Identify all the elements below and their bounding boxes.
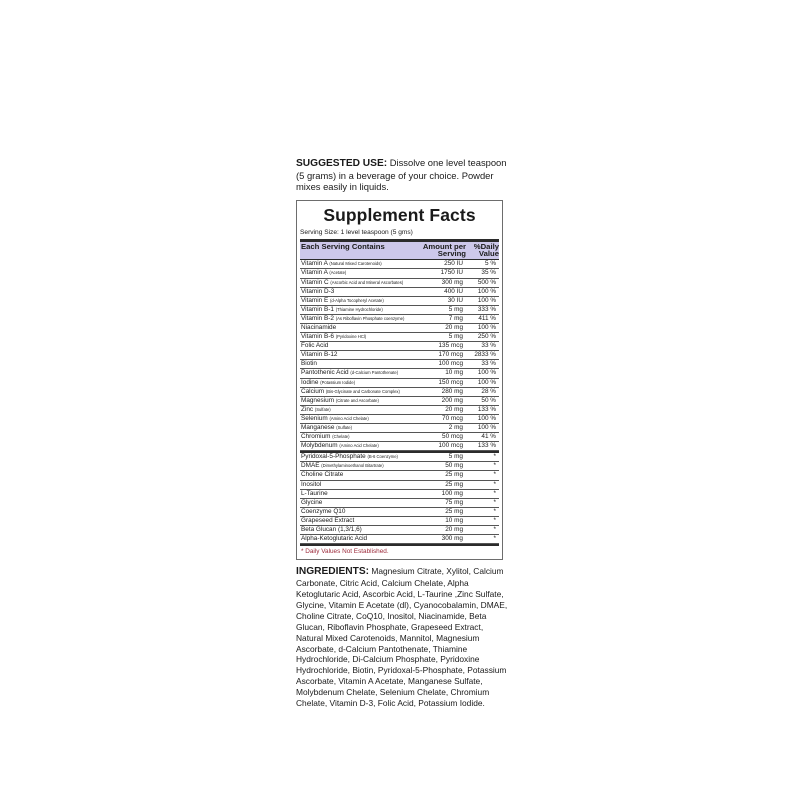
nutrient-source: (Dimethylaminoethanol Bitartrate) (321, 463, 384, 469)
nutrient-name (301, 481, 408, 489)
nutrient-amount: 25 mg (445, 480, 463, 488)
nutrient-daily-value: 100 % (477, 378, 496, 386)
table-row (300, 453, 499, 462)
nutrient-daily-value: 411 % (478, 314, 496, 322)
nutrient-name (301, 379, 408, 387)
nutrient-source: (Potassium Iodide) (320, 379, 356, 385)
table-row (300, 424, 499, 433)
nutrient-label: Biotin (301, 360, 317, 368)
table-row (300, 499, 499, 508)
nutrient-daily-value: 33 % (481, 342, 496, 350)
table-row (300, 433, 499, 442)
nutrient-amount: 25 mg (445, 471, 463, 479)
other-ingredient-rows (300, 451, 499, 544)
nutrient-label: Folic Acid (301, 342, 329, 350)
nutrient-amount: 50 mcg (442, 433, 463, 441)
nutrient-daily-value: * (493, 462, 496, 470)
nutrient-amount: 75 mg (445, 498, 463, 506)
nutrient-label: Vitamin B-6 (301, 333, 334, 341)
nutrient-daily-value: * (493, 498, 496, 506)
table-row (300, 369, 499, 378)
supplement-facts-panel (296, 200, 503, 561)
nutrient-daily-value: * (493, 516, 496, 524)
nutrient-source: (Pyridoxine HCl) (335, 334, 367, 340)
table-row (300, 342, 499, 351)
nutrient-label: Glycine (301, 498, 323, 506)
nutrient-amount: 25 mg (445, 507, 463, 515)
nutrient-amount: 5 mg (448, 305, 463, 313)
ingredients-text: Magnesium Citrate, Xylitol, Calcium Carbonate, Citric Acid, Calcium Chelate, Alpha Ketoglutaric Acid, Ascorbic Acid, L-Taurine ,Zinc Sulfate, Glycine, Vitamin E Acetate (dl), Cyanocobalamin, DMAE, Choline Citrate, CoQ10, Inositol, Niacinamide, Beta Glucan, Riboflavin Phosphate, Grapeseed Extract, Natural Mixed Carotenoids, Mannitol, Magnesium Ascorbate, d-Calcium Pantothenate, Thiamine Hydrochloride, Di-Calcium Phosphate, Pyridoxine Hydrochloride, Biotin, Pyridoxal-5-Phosphate, Potassium Ascorbate, Vitamin A Acetate, Manganese Sulfate, Molybdenum Chelate, Selenium Chelate, Chromium Chelate, Vitamin D-3, Folic Acid, Potassium Iodide. (296, 566, 508, 709)
nutrient-amount: 50 mg (445, 462, 463, 470)
nutrient-name (301, 406, 408, 414)
nutrient-label: Vitamin A (301, 269, 328, 277)
facts-title: Supplement Facts (323, 204, 476, 225)
nutrient-name (301, 471, 408, 479)
nutrient-source: (d-Alpha Tocopheryl Acetate) (330, 297, 384, 303)
nutrient-name (301, 297, 408, 305)
table-row (300, 315, 499, 324)
table-row (300, 442, 499, 451)
nutrient-name (301, 424, 408, 432)
nutrient-amount: 20 mg (445, 405, 463, 413)
nutrient-name (301, 526, 408, 534)
table-row (300, 333, 499, 342)
nutrient-amount: 20 mg (445, 526, 463, 534)
nutrient-label: Manganese (301, 424, 335, 431)
nutrient-daily-value: 100 % (477, 424, 496, 431)
nutrient-daily-value: 33 % (481, 360, 496, 368)
nutrient-daily-value: 250 % (477, 333, 496, 341)
table-row (300, 397, 499, 406)
nutrient-name (301, 499, 408, 507)
nutrient-amount: 300 mg (441, 278, 463, 286)
nutrient-daily-value: * (493, 535, 496, 543)
nutrient-daily-value: * (493, 471, 496, 479)
nutrient-daily-value: 100 % (477, 369, 496, 377)
nutrient-name (301, 369, 408, 377)
nutrient-label: Vitamin B-12 (301, 351, 338, 359)
nutrient-amount: 200 mg (441, 396, 463, 404)
nutrient-daily-value: * (493, 489, 496, 497)
nutrient-label: Molybdenum (301, 442, 338, 450)
daily-value-footnote: * Daily Values Not Established. (300, 544, 499, 555)
nutrient-label: Vitamin D-3 (301, 287, 335, 295)
table-row (300, 260, 499, 269)
nutrient-name (301, 517, 408, 525)
nutrient-name (301, 388, 408, 396)
nutrient-daily-value: * (493, 507, 496, 515)
nutrient-label: L-Taurine (301, 489, 328, 497)
nutrient-daily-value: 133 % (477, 405, 496, 413)
nutrient-source: (Sulfate) (336, 425, 353, 430)
nutrient-label: Coenzyme Q10 (301, 507, 346, 515)
nutrient-label: Zinc (301, 405, 314, 413)
nutrient-source: (d-Calcium Pantothenate) (350, 370, 399, 376)
nutrient-name (301, 333, 408, 341)
nutrient-name (301, 433, 408, 441)
nutrient-label: Grapeseed Extract (301, 516, 355, 524)
table-row (300, 490, 499, 499)
ingredients-heading: INGREDIENTS: (296, 566, 370, 578)
table-row (300, 279, 499, 288)
nutrient-label: Calcium (301, 387, 325, 395)
nutrient-source: (Citrate and Ascorbate) (335, 397, 379, 403)
nutrient-name (301, 351, 408, 359)
nutrient-amount: 5 mg (448, 333, 463, 341)
nutrient-name (301, 535, 408, 543)
nutrient-source: (Chelate) (332, 434, 350, 440)
nutrient-source: (Bis-Glycinate and Carbonate Complex) (325, 388, 400, 394)
nutrient-amount: 100 mcg (438, 360, 463, 368)
header-amount: Amount per Serving (422, 241, 466, 259)
nutrient-amount: 400 IU (444, 287, 463, 295)
nutrient-amount: 2 mg (448, 424, 463, 431)
nutrient-amount: 7 mg (448, 314, 463, 322)
nutrient-label: Chromium (301, 433, 331, 441)
nutrient-name (301, 260, 408, 268)
nutrient-amount: 5 mg (448, 453, 463, 461)
nutrient-source: (Ascorbic Acid and Mineral Ascorbates) (330, 279, 404, 285)
header-daily-value: %Daily Value (473, 241, 499, 259)
nutrient-label: Vitamin C (301, 278, 329, 286)
nutrient-daily-value: 50 % (481, 396, 496, 404)
nutrient-daily-value: 5 % (484, 260, 496, 268)
nutrient-name (301, 342, 408, 350)
nutrient-daily-value: * (493, 526, 496, 534)
nutrient-source: (Amino Acid Chelate) (329, 415, 369, 421)
nutrient-source: (As Riboflavin Phosphate coenzyme) (335, 315, 405, 321)
nutrient-daily-value: 500 % (477, 278, 496, 286)
nutrient-label: Vitamin B-2 (301, 314, 334, 322)
nutrient-name (301, 490, 408, 498)
nutrient-name (301, 269, 408, 277)
nutrient-amount: 280 mg (441, 387, 463, 395)
ingredients-list (296, 566, 511, 709)
nutrient-name (301, 306, 408, 314)
nutrient-source: (B-6 Coenzyme) (367, 454, 398, 460)
nutrient-amount: 250 IU (444, 260, 463, 268)
nutrient-label: Vitamin E (301, 296, 329, 304)
nutrient-name (301, 288, 408, 296)
table-row (300, 269, 499, 278)
table-row (300, 351, 499, 360)
nutrient-daily-value: 35 % (481, 269, 496, 277)
nutrient-label: Choline Citrate (301, 471, 344, 479)
table-row (300, 379, 499, 388)
table-row (300, 462, 499, 471)
nutrient-amount: 150 mcg (438, 378, 463, 386)
nutrient-label: Niacinamide (301, 323, 337, 331)
table-row (300, 526, 499, 535)
nutrient-daily-value: 333 % (477, 305, 496, 313)
nutrient-name (301, 360, 408, 368)
nutrient-label: Pyridoxal-5-Phosphate (301, 453, 366, 461)
nutrient-source: (Sulfate) (314, 406, 331, 412)
nutrient-source: (Amino Acid Chelate) (339, 443, 379, 449)
nutrient-amount: 70 mcg (442, 414, 463, 422)
suggested-use (296, 157, 511, 193)
table-row (300, 471, 499, 480)
nutrient-source: (Thiamine Hydrochloride) (335, 306, 383, 312)
nutrient-label: Iodine (301, 378, 319, 386)
nutrient-rows (300, 260, 499, 451)
nutrient-name (301, 315, 408, 323)
nutrient-daily-value: 100 % (477, 287, 496, 295)
nutrient-label: Magnesium (301, 396, 335, 404)
table-row (300, 535, 499, 544)
nutrient-label: Selenium (301, 414, 328, 422)
table-row (300, 306, 499, 315)
nutrient-amount: 100 mcg (438, 442, 463, 450)
nutrient-daily-value: 41 % (481, 433, 496, 441)
nutrient-daily-value: * (493, 453, 496, 461)
table-row (300, 360, 499, 369)
nutrient-daily-value: 100 % (477, 414, 496, 422)
nutrient-label: Vitamin B-1 (301, 305, 334, 313)
table-row (300, 324, 499, 333)
nutrient-label: Inositol (301, 480, 322, 488)
nutrient-name (301, 462, 408, 470)
nutrient-amount: 135 mcg (438, 342, 463, 350)
nutrient-amount: 1750 IU (440, 269, 463, 277)
nutrient-label: Vitamin A (301, 260, 328, 268)
serving-size: Serving Size: 1 level teaspoon (5 gms) (300, 229, 499, 242)
suggested-use-text: Dissolve one level teaspoon (5 grams) in a beverage of your choice. Powder mixes easily in liquids. (296, 157, 507, 192)
nutrient-daily-value: 100 % (477, 323, 496, 331)
nutrient-label: Pantothenic Acid (301, 369, 349, 377)
nutrient-amount: 10 mg (445, 516, 463, 524)
nutrient-amount: 300 mg (441, 535, 463, 543)
suggested-use-heading: SUGGESTED USE: (296, 158, 388, 169)
table-row (300, 508, 499, 517)
nutrient-amount: 20 mg (445, 323, 463, 331)
nutrient-daily-value: 100 % (477, 296, 496, 304)
header-each-serving: Each Serving Contains (301, 241, 385, 251)
nutrient-amount: 170 mcg (438, 351, 463, 359)
table-row (300, 517, 499, 526)
nutrient-name (301, 415, 408, 423)
supplement-label (296, 157, 511, 709)
table-row (300, 415, 499, 424)
nutrient-daily-value: 133 % (477, 442, 496, 450)
nutrient-label: DMAE (301, 462, 320, 470)
nutrient-amount: 100 mg (441, 489, 463, 497)
nutrient-name (301, 279, 408, 287)
nutrient-daily-value: 2833 % (474, 351, 496, 359)
nutrient-name (301, 442, 408, 450)
nutrient-daily-value: * (493, 480, 496, 488)
table-row (300, 388, 499, 397)
table-row (300, 481, 499, 490)
table-row (300, 288, 499, 297)
nutrient-name (301, 453, 408, 461)
nutrient-source: (Natural Mixed Carotenoids) (329, 261, 382, 267)
nutrient-label: Alpha-Ketoglutaric Acid (301, 535, 368, 543)
nutrient-daily-value: 28 % (481, 387, 496, 395)
nutrient-amount: 10 mg (445, 369, 463, 377)
nutrient-name (301, 508, 408, 516)
nutrient-source: (Acetate) (329, 270, 347, 276)
nutrient-label: Beta Glucan (1,3/1,6) (301, 526, 362, 534)
nutrient-name (301, 397, 408, 405)
table-row (300, 406, 499, 415)
nutrient-amount: 30 IU (447, 296, 463, 304)
nutrient-name (301, 324, 408, 332)
table-row (300, 297, 499, 306)
facts-header-row (300, 242, 499, 261)
